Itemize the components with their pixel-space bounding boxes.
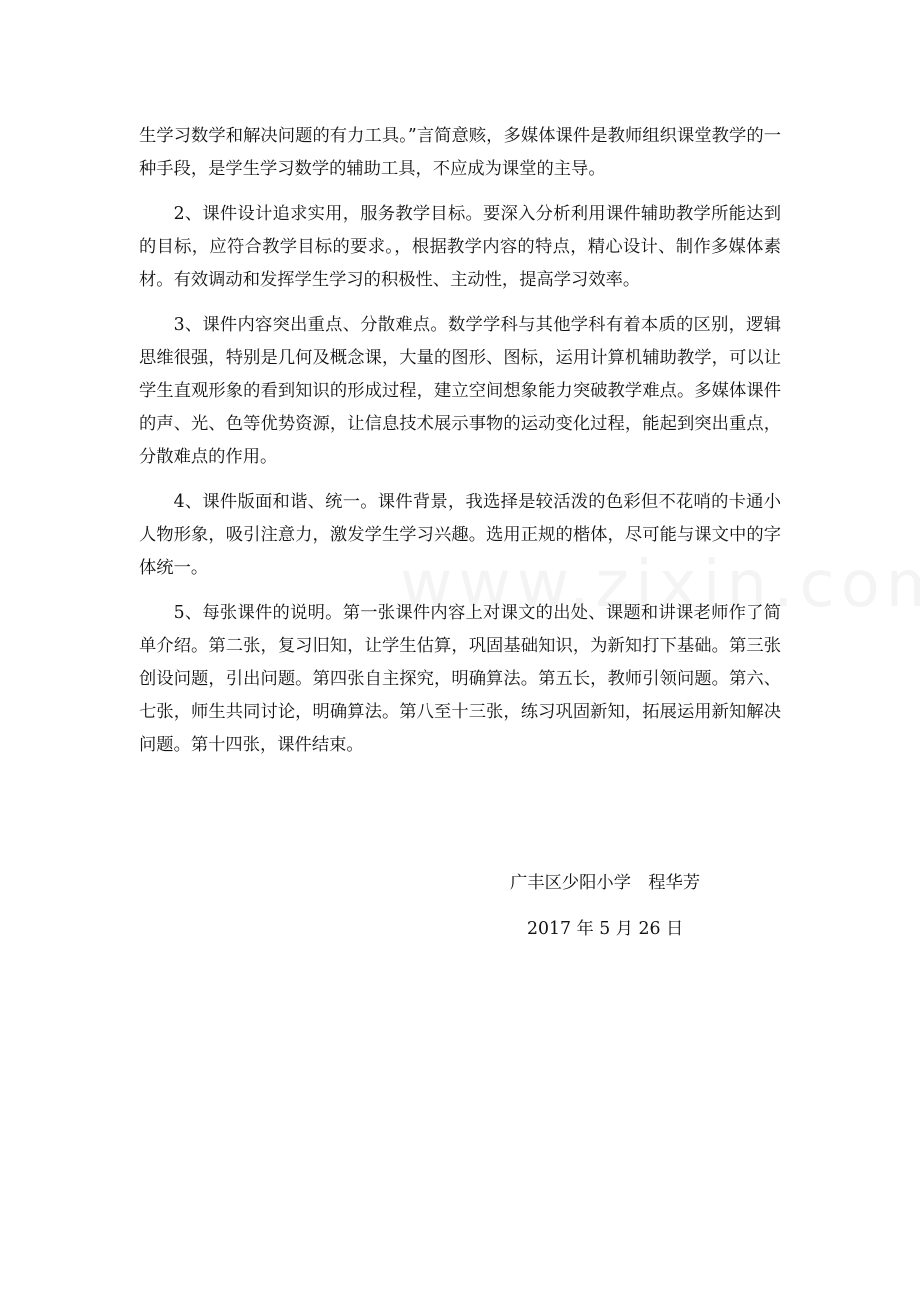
document-date: 2017 年 5 月 26 日 [527,919,684,939]
paragraph-intro-continuation: 生学习数学和解决问题的有力工具。”言简意赅，多媒体课件是教师组织课堂教学的一种手段，是学生学习数学的辅助工具，不应成为课堂的主导。 [139,126,781,179]
author-signature: 广丰区少阳小学 程华芳 [510,873,701,893]
paragraph-point-4: 4、课件版面和谐、统一。课件背景，我选择是较活泼的色彩但不花哨的卡通小人物形象，吸引注意力，激发学生学习兴趣。选用正规的楷体，尽可能与课文中的字体统一。 [139,492,781,578]
paragraph-point-2: 2、课件设计追求实用，服务教学目标。要深入分析利用课件辅助教学所能达到的目标，应符合教学目标的要求。，根据教学内容的特点，精心设计、制作多媒体素材。有效调动和发挥学生学习的积极性、主动性，提高学习效率。 [139,204,781,290]
paragraph-point-5: 5、每张课件的说明。第一张课件内容上对课文的出处、课题和讲课老师作了简单介绍。第二张，复习旧知，让学生估算，巩固基础知识，为新知打下基础。第三张创设问题，引出问题。第四张自主探究，明确算法。第五长，教师引领问题。第六、七张，师生共同讨论，明确算法。第八至十三张，练习巩固新知，拓展运用新知解决问题。第十四张，课件结束。 [139,603,781,755]
document-body [139,120,781,774]
paragraph-point-3: 3、课件内容突出重点、分散难点。数学学科与其他学科有着本质的区别，逻辑思维很强，特别是几何及概念课，大量的图形、图标，运用计算机辅助教学，可以让学生直观形象的看到知识的形成过程，建立空间想象能力突破教学难点。多媒体课件的声、光、色等优势资源，让信息技术展示事物的运动变化过程，能起到突出重点，分散难点的作用。 [139,315,781,467]
